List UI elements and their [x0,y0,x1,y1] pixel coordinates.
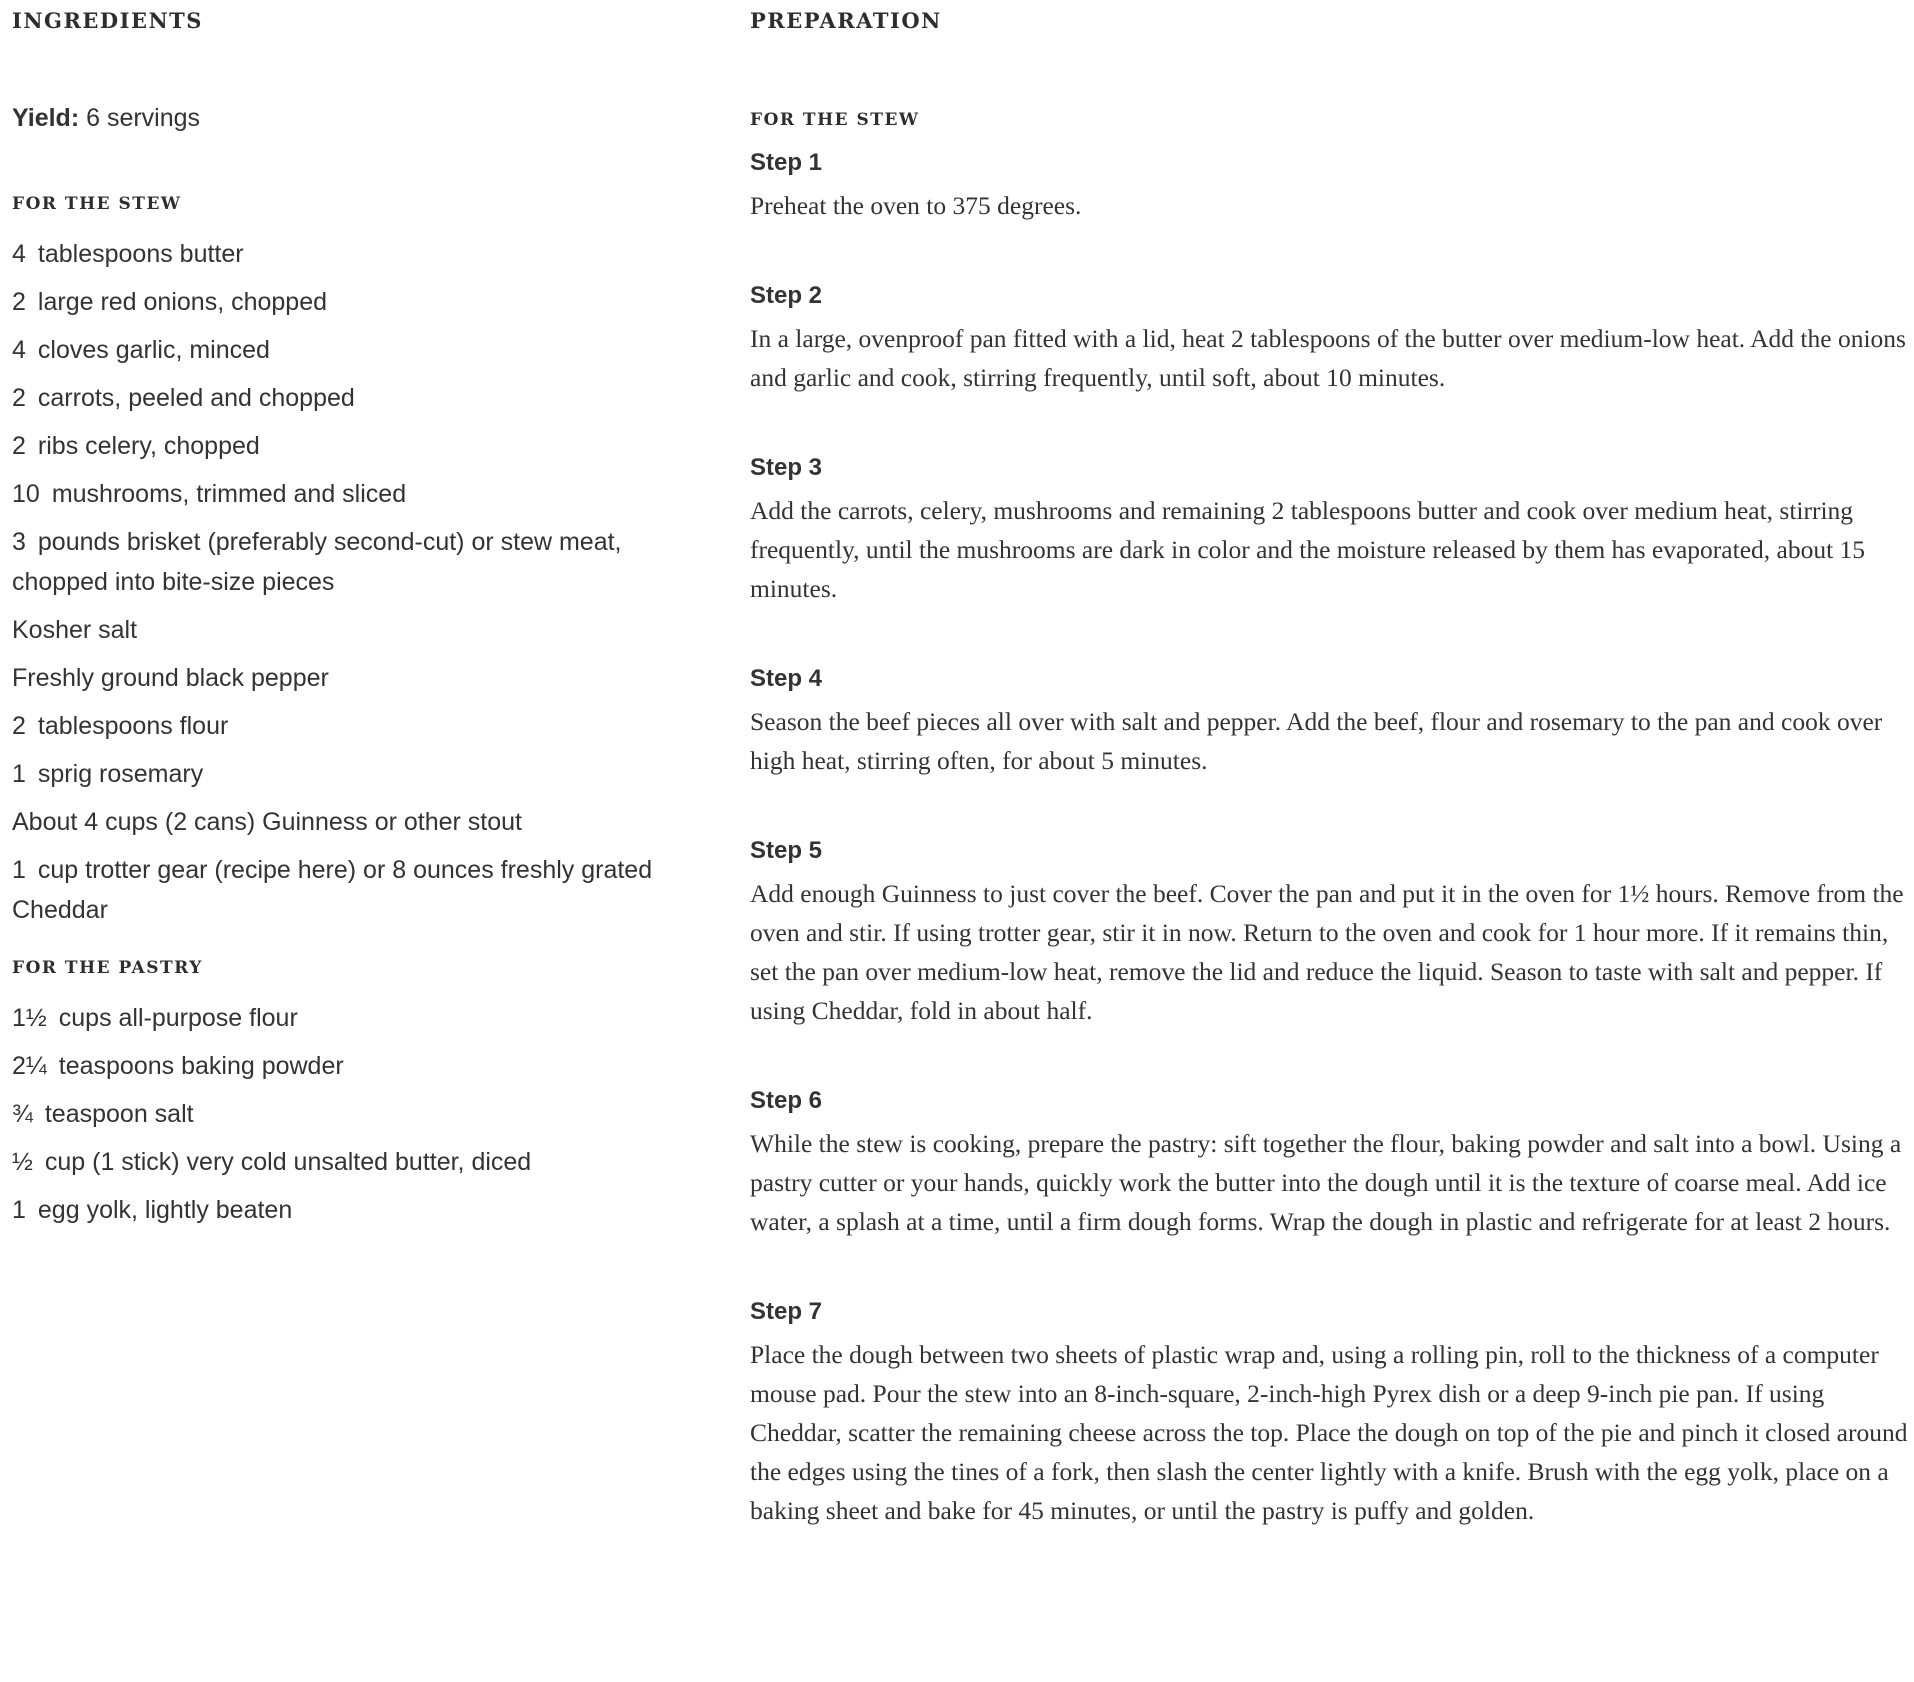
steps-list [750,148,1910,1530]
ingredient-quantity: 1 [12,760,26,788]
ingredient-item [12,378,682,418]
ingredient-item [12,850,682,930]
ingredient-item [12,1046,682,1086]
step-label: Step 1 [750,149,823,176]
step-text: Season the beef pieces all over with salt and pepper. Add the beef, flour and rosemary to the pan and cook over high heat, stirring often, for about 5 minutes. [750,707,1883,775]
stew-ingredients-heading: FOR THE STEW [12,194,182,214]
ingredient-text: pounds brisket (preferably second-cut) or stew meat, chopped into bite-size pieces [12,528,622,596]
ingredient-item [12,802,682,842]
ingredient-text: teaspoon salt [44,1100,194,1128]
ingredient-item [12,522,682,602]
ingredient-text: Kosher salt [12,616,138,644]
ingredient-quantity: 1½ [12,1004,47,1032]
ingredient-quantity: 4 [12,240,26,268]
ingredient-item [12,426,682,466]
ingredient-text: cloves garlic, minced [37,336,270,364]
step-label: Step 7 [750,1298,823,1325]
ingredient-item [12,282,682,322]
ingredient-quantity: 3 [12,528,26,556]
step-text: While the stew is cooking, prepare the pastry: sift together the flour, baking powder and salt into a bowl. Using a pastry cutter or your hands, quickly work the butter into the dough until it is the texture of coarse meal. Add ice water, a splash at a time, until a firm dough forms. Wrap the dough in plastic and refrigerate for at least 2 hours. [750,1129,1902,1236]
ingredient-text: cup (1 stick) very cold unsalted butter, diced [44,1148,532,1176]
step-text: Preheat the oven to 375 degrees. [750,191,1082,220]
step-3 [750,453,1910,608]
step-6 [750,1086,1910,1241]
ingredient-text: ribs celery, chopped [37,432,260,460]
step-7 [750,1297,1910,1530]
step-label: Step 6 [750,1087,823,1114]
ingredients-heading: INGREDIENTS [12,8,203,33]
step-4 [750,664,1910,780]
ingredient-text: About 4 cups (2 cans) Guinness or other stout [12,808,522,836]
step-label: Step 5 [750,837,823,864]
ingredient-text: sprig rosemary [37,760,204,788]
step-label: Step 4 [750,665,823,692]
ingredient-text: cup trotter gear (recipe here) or 8 ounces freshly grated Cheddar [12,856,653,924]
ingredient-item [12,998,682,1038]
ingredient-text: egg yolk, lightly beaten [37,1196,293,1224]
yield-label: Yield: [12,104,80,132]
ingredients-column [12,0,682,1238]
ingredient-quantity: ¾ [12,1100,33,1128]
ingredient-item [12,1190,682,1230]
ingredient-item [12,330,682,370]
step-text: Place the dough between two sheets of plastic wrap and, using a rolling pin, roll to the thickness of a computer mouse pad. Pour the stew into an 8-inch-square, 2-inch-high Pyrex dish or a deep 9-inch pie pan. If using Cheddar, scatter the remaining cheese across the top. Place the dough on top of the pie and pinch it closed around the edges using the tines of a fork, then slash the center lightly with a knife. Brush with the egg yolk, place on a baking sheet and bake for 45 minutes, or until the pastry is puffy and golden. [750,1340,1908,1525]
ingredient-item [12,1142,682,1182]
step-label: Step 2 [750,282,823,309]
preparation-heading: PREPARATION [750,8,942,33]
ingredient-quantity: 2 [12,432,26,460]
ingredient-quantity: 10 [12,480,40,508]
step-text: Add enough Guinness to just cover the beef. Cover the pan and put it in the oven for 1½ hours. Remove from the oven and stir. If using trotter gear, stir it in now. Return to the oven and cook for 1 hour more. If it remains thin, set the pan over medium-low heat, remove the lid and reduce the liquid. Season to taste with salt and pepper. If using Cheddar, fold in about half. [750,879,1904,1025]
step-1 [750,148,1910,225]
ingredient-quantity: 1 [12,1196,26,1224]
ingredient-text: Freshly ground black pepper [12,664,329,692]
ingredient-text: tablespoons flour [37,712,229,740]
preparation-group-heading: FOR THE STEW [750,110,920,130]
ingredient-item [12,234,682,274]
ingredient-text: large red onions, chopped [37,288,328,316]
yield-value: 6 servings [86,104,201,132]
ingredient-item [12,754,682,794]
ingredient-text: cups all-purpose flour [58,1004,298,1032]
ingredient-text: teaspoons baking powder [58,1052,344,1080]
step-5 [750,836,1910,1030]
stew-ingredients-list [12,234,682,930]
ingredient-text: carrots, peeled and chopped [37,384,355,412]
ingredient-item [12,1094,682,1134]
step-2 [750,281,1910,397]
yield [12,102,682,134]
ingredient-text: tablespoons butter [37,240,244,268]
step-label: Step 3 [750,454,823,481]
ingredient-quantity: 2 [12,712,26,740]
pastry-ingredients-heading: FOR THE PASTRY [12,958,203,978]
ingredient-text: mushrooms, trimmed and sliced [51,480,407,508]
ingredient-item [12,474,682,514]
ingredient-quantity: 2 [12,384,26,412]
pastry-ingredients-list [12,998,682,1230]
ingredient-item [12,658,682,698]
step-text: Add the carrots, celery, mushrooms and remaining 2 tablespoons butter and cook over medium heat, stirring frequently, until the mushrooms are dark in color and the moisture released by them has evaporated, about 15 minutes. [750,496,1866,603]
ingredient-item [12,706,682,746]
ingredient-quantity: 1 [12,856,26,884]
ingredient-quantity: ½ [12,1148,33,1176]
step-text: In a large, ovenproof pan fitted with a lid, heat 2 tablespoons of the butter over medium-low heat. Add the onions and garlic and cook, stirring frequently, until soft, about 10 minutes. [750,324,1906,392]
ingredient-quantity: 4 [12,336,26,364]
ingredient-quantity: 2 [12,288,26,316]
ingredient-quantity: 2¼ [12,1052,47,1080]
ingredient-item [12,610,682,650]
preparation-column [750,0,1910,1530]
